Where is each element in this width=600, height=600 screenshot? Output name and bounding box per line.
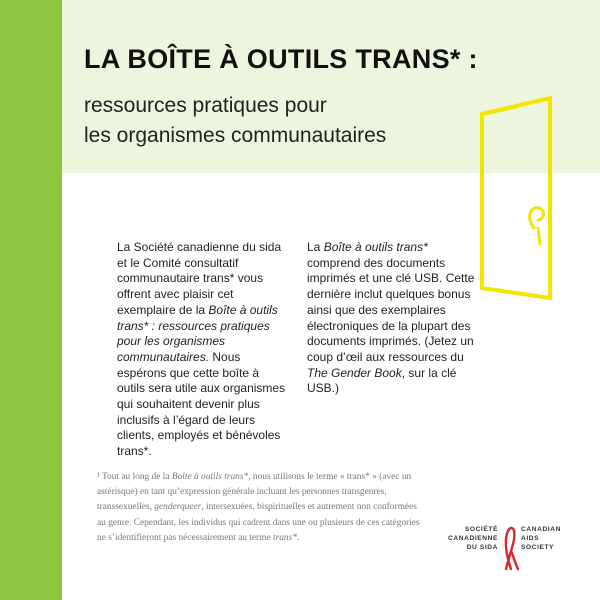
subtitle-line-1: ressources pratiques pour: [84, 94, 327, 117]
cas-logo: [442, 525, 577, 575]
logo-fr-line-2: CANADIENNE: [448, 535, 498, 542]
logo-fr-line-1: SOCIÉTÉ: [464, 526, 498, 533]
logo-en-line-1: CANADIAN: [521, 526, 561, 533]
footnote-italic-a: Boîte à outils trans*: [171, 472, 249, 482]
toolkit-text-2: comprend des documents imprimés et une clé USB. Cette dernière inclut quelques bonus ainsi que des exemplaires électroniques de la plupart des documents imprimés. (Jetez un coup d’œil aux ressources du: [307, 255, 475, 364]
page-title: LA BOÎTE À OUTILS TRANS* :: [84, 44, 478, 74]
toolkit-paragraph: [307, 240, 477, 397]
footnote-italic-c: trans*: [272, 532, 297, 543]
footnote-text-b: , nous utilisons le terme « trans* » (avec un astérisque) en tant qu’expression générale incluant les personnes transgenres, transsexuelles,: [97, 472, 412, 513]
intro-text-1: La Société canadienne du sida et le Comité consultatif communautaire trans* vous offrent avec plaisir cet exemplaire de la: [117, 240, 282, 317]
footnote-text-d: .: [296, 532, 300, 543]
door-icon: [478, 92, 558, 306]
logo-text-french: [448, 525, 498, 552]
logo-en-line-3: SOCIETY: [521, 544, 555, 551]
intro-paragraph: [117, 240, 289, 460]
intro-text-2: Nous espérons que cette boîte à outils sera utile aux organismes qui souhaitent devenir plus inclusifs à l’égard de leurs clients, employés et bénévoles trans*.: [117, 349, 286, 459]
toolkit-text-1: La: [307, 240, 324, 254]
subtitle-line-2: les organismes communautaires: [84, 124, 387, 147]
footnote-italic-b: genderqueer: [154, 502, 202, 513]
intro-text-italic: Boîte à outils trans* : ressources pratiques pour les organismes communautaires.: [117, 302, 278, 364]
logo-fr-line-3: DU SIDA: [466, 544, 498, 551]
logo-text-english: [521, 525, 561, 552]
red-ribbon-icon: [502, 525, 520, 571]
toolkit-text-italic-2: The Gender Book: [307, 365, 402, 380]
toolkit-text-italic-1: Boîte à outils trans*: [323, 240, 428, 254]
toolkit-text-3: , sur la clé USB.): [307, 365, 457, 396]
logo-en-line-2: AIDS: [521, 535, 540, 542]
footnote: [97, 470, 427, 546]
page-subtitle: [84, 91, 386, 151]
footnote-text-c: , intersexuées, bispirituelles et autrement non conformées au genre. Cependant, les individus qui cadrent dans une ou plusieurs de ces catégories ne s’identifieront pas nécessairement au terme: [97, 502, 420, 543]
footnote-text-a: ¹ Tout au long de la: [97, 472, 172, 482]
green-side-bar: [0, 0, 62, 600]
